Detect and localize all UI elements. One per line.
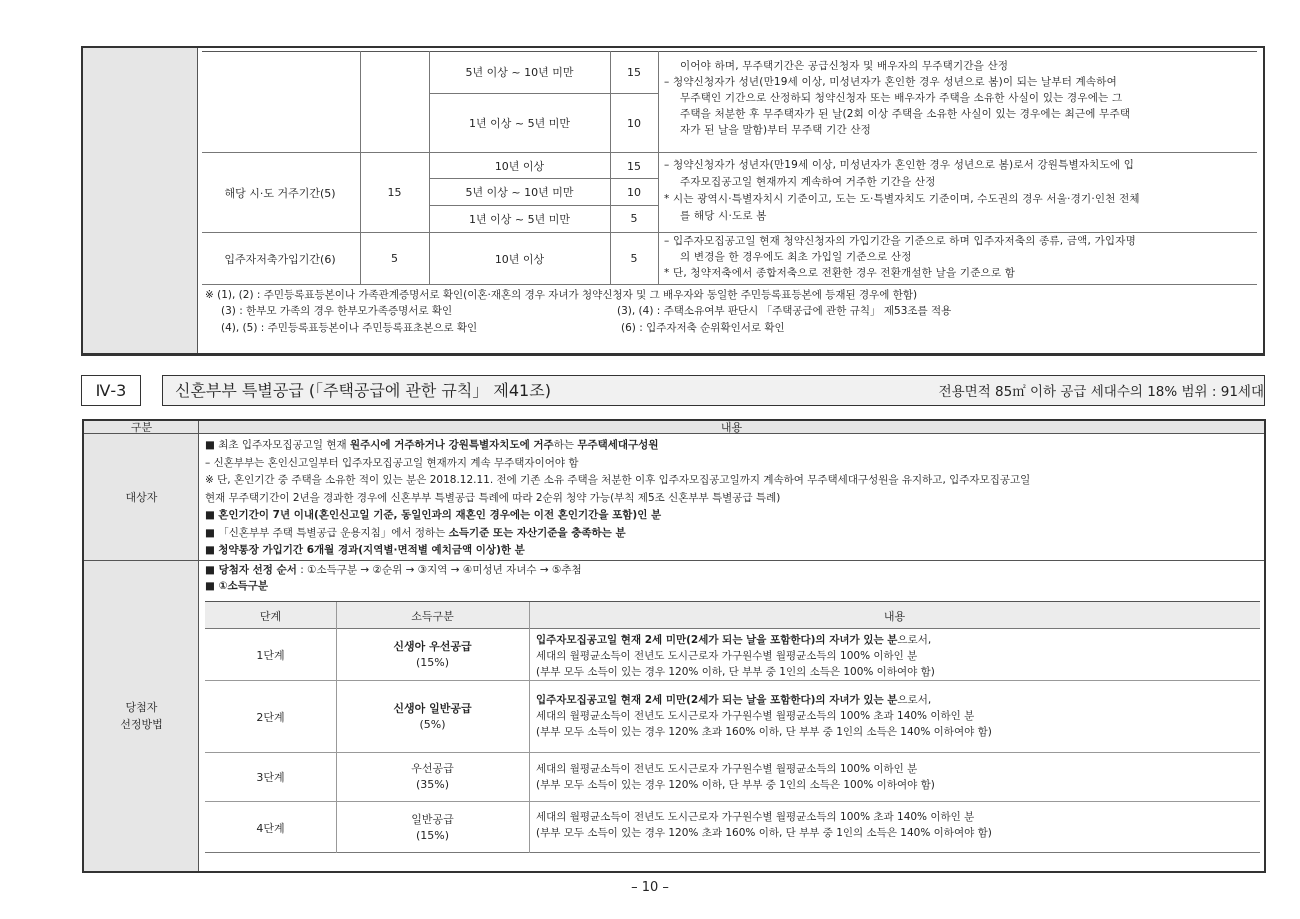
- target-line-6: ■ 「신혼부부 주택 특별공급 운용지침」에서 정하는 소득기준 또는 자산기준을 충족하는 분: [205, 526, 626, 539]
- description-homeless: 이어야 하며, 무주택기간은 공급신청자 및 배우자의 무주택기간을 산정 – 청약신청자가 성년(만19세 이상, 미성년자가 혼인한 경우 성년으로 봄)이 되는 날부터 계속하여 무주택인 기간으로 산정하되 청약신청자 또는 배우자가 주택을 소유한 사실이 있는 경우에는 그 주택을 처분한 후 무주택자가 된 날(2회 이상 주택을 소유한 사실이 있는 경우에는 최근에 무주택 자가 된 날을 말함)부터 무주택 기간 산정: [664, 60, 1131, 136]
- income-content-4: 세대의 월평균소득이 전년도 도시근로자 가구원수별 월평균소득의 100% 초과 140% 이하인 분 (부부 모두 소득이 있는 경우 120% 초과 160% 이하, 단 부부 중 1인의 소득은 140% 이하여야 함): [536, 811, 992, 839]
- section-quota: 전용면적 85㎡ 이하 공급 세대수의 18% 범위 : 91세대: [938, 384, 1264, 400]
- range-cell-6: 10년 이상: [494, 252, 545, 266]
- income-table: [205, 601, 1260, 853]
- selection-label: [84, 561, 199, 871]
- category-residence: 해당 시·도 거주기간(5): [224, 186, 336, 200]
- stage-4: 4단계: [256, 821, 285, 835]
- section-title: 신혼부부 특별공급 (「주택공급에 관한 규칙」 제41조): [175, 381, 551, 400]
- header-content: 내용: [720, 421, 743, 434]
- max-score-residence: 15: [387, 186, 402, 199]
- score-cell-2: 10: [627, 116, 641, 130]
- note-4-5: (4), (5) : 주민등록표등본이나 주민등록표초본으로 확인: [221, 322, 478, 334]
- selection-label-line2: 선정방법: [120, 718, 163, 731]
- selection-order: ■ 당첨자 선정 순서 : ①소득구분 → ②순위 → ③지역 → ④미성년 자녀수 → ⑤추첨: [205, 564, 582, 576]
- description-savings: – 입주자모집공고일 현재 청약신청자의 가입기간을 기준으로 하며 입주자저축의 종류, 금액, 가입자명 의 변경을 한 경우에도 최초 가입일 기준으로 산정 * 단, 청약저축에서 종합저축으로 전환한 경우 전환개설한 날을 기준으로 함: [664, 235, 1136, 279]
- range-cell-1: 5년 이상 ~ 10년 미만: [465, 66, 574, 79]
- note-6: (6) : 입주자저축 순위확인서로 확인: [621, 322, 785, 334]
- target-line-4: 현재 무주택기간이 2년을 경과한 경우에 신혼부부 특별공급 특례에 따라 2순위 청약 가능(부칙 제5조 신혼부부 특별공급 특례): [205, 491, 781, 504]
- stage-1: 1단계: [256, 649, 285, 662]
- income-type-2: 신생아 일반공급 (5%): [393, 701, 472, 731]
- header-category: 구분: [130, 421, 153, 434]
- target-separator: [84, 560, 1264, 561]
- score-cell-4: 10: [627, 185, 641, 199]
- top-table-left-column: [83, 48, 198, 353]
- income-content-3: 세대의 월평균소득이 전년도 도시근로자 가구원수별 월평균소득의 100% 이하인 분 (부부 모두 소득이 있는 경우 120% 이하, 단 부부 중 1인의 소득은 100% 이하여야 함): [536, 763, 935, 791]
- range-cell-3: 10년 이상: [494, 160, 545, 173]
- target-line-1: ■ 최초 입주자모집공고일 현재 원주시에 거주하거나 강원특별자치도에 거주하는 무주택세대구성원: [205, 439, 659, 451]
- section-number: Ⅳ-3: [95, 381, 127, 400]
- stage-3: 3단계: [256, 771, 285, 784]
- target-line-3: ※ 단, 혼인기간 중 주택을 소유한 적이 있는 분은 2018.12.11. 전에 기존 소유 주택을 처분한 이후 입주자모집공고일까지 계속하여 무주택세대구성원을 유지하고, 입주자모집공고일: [205, 474, 1031, 486]
- score-cell-5: 5: [630, 212, 638, 225]
- income-type-1: 신생아 우선공급 (15%): [393, 640, 472, 669]
- target-label: 대상자: [125, 491, 158, 504]
- page-number: – 10 –: [631, 880, 669, 895]
- income-header-content: 내용: [883, 609, 906, 623]
- income-heading: ■ ①소득구분: [205, 580, 269, 592]
- header-col-divider: [198, 421, 199, 434]
- score-cell-6: 5: [630, 252, 638, 265]
- income-type-3: 우선공급 (35%): [411, 762, 454, 791]
- score-cell-1: 15: [627, 65, 641, 79]
- max-score-savings: 5: [391, 252, 398, 265]
- range-cell-5: 1년 이상 ~ 5년 미만: [469, 212, 570, 226]
- target-line-7: ■ 청약통장 가입기간 6개월 경과(지역별·면적별 예치금액 이상)한 분: [205, 544, 525, 556]
- income-content-2: 입주자모집공고일 현재 2세 미만(2세가 되는 날을 포함한다)의 자녀가 있는 분으로서, 세대의 월평균소득이 전년도 도시근로자 가구원수별 월평균소득의 100% 초과 140% 이하인 분 (부부 모두 소득이 있는 경우 120% 초과 160% 이하, 단 부부 중 1인의 소득은 140% 이하여야 함): [536, 694, 992, 738]
- target-content: [205, 437, 1030, 560]
- income-header-stage: 단계: [259, 609, 282, 623]
- selection-label-line1: 당첨자: [125, 701, 158, 714]
- range-cell-2: 1년 이상 ~ 5년 미만: [469, 117, 570, 130]
- target-line-2: – 신혼부부는 혼인신고일부터 입주자모집공고일 현재까지 계속 무주택자이어야 함: [205, 456, 579, 469]
- description-residence: – 청약신청자가 성년자(만19세 이상, 미성년자가 혼인한 경우 성년으로 봄)로서 강원특별자치도에 입 주자모집공고일 현재까지 계속하여 거주한 기간을 산정 * 시는 광역시·특별자치시 기준이고, 도는 도·특별자치도 기준이며, 수도권의 경우 서울·경기·인천 전체 를 해당 시·도로 봄: [664, 159, 1140, 222]
- income-content-1: 입주자모집공고일 현재 2세 미만(2세가 되는 날을 포함한다)의 자녀가 있는 분으로서, 세대의 월평균소득이 전년도 도시근로자 가구원수별 월평균소득의 100% 이하인 분 (부부 모두 소득이 있는 경우 120% 이하, 단 부부 중 1인의 소득은 100% 이하여야 함): [536, 634, 935, 678]
- income-header-type: 소득구분: [411, 609, 454, 623]
- score-cell-3: 15: [627, 159, 641, 173]
- note-3: (3) : 한부모 가족의 경우 한부모가족증명서로 확인: [221, 305, 453, 317]
- note-3-4: (3), (4) : 주택소유여부 판단시 「주택공급에 관한 규칙」 제53조를 적용: [617, 305, 952, 317]
- category-savings: 입주자저축가입기간(6): [224, 252, 336, 266]
- stage-2: 2단계: [256, 710, 285, 724]
- range-cell-4: 5년 이상 ~ 10년 미만: [465, 186, 574, 199]
- target-line-5: ■ 혼인기간이 7년 이내(혼인신고일 기준, 동일인과의 재혼인 경우에는 이전 혼인기간을 포함)인 분: [205, 509, 662, 521]
- section-number-box: [81, 375, 141, 406]
- top-notes: ※ (1), (2) : 주민등록표등본이나 가족관계증명서로 확인(이혼·재혼의 경우 자녀가 청약신청자 및 그 배우자와 동일한 주민등록표등본에 등재된 경우에 한함): [205, 289, 918, 301]
- income-type-4: 일반공급 (15%): [411, 812, 454, 842]
